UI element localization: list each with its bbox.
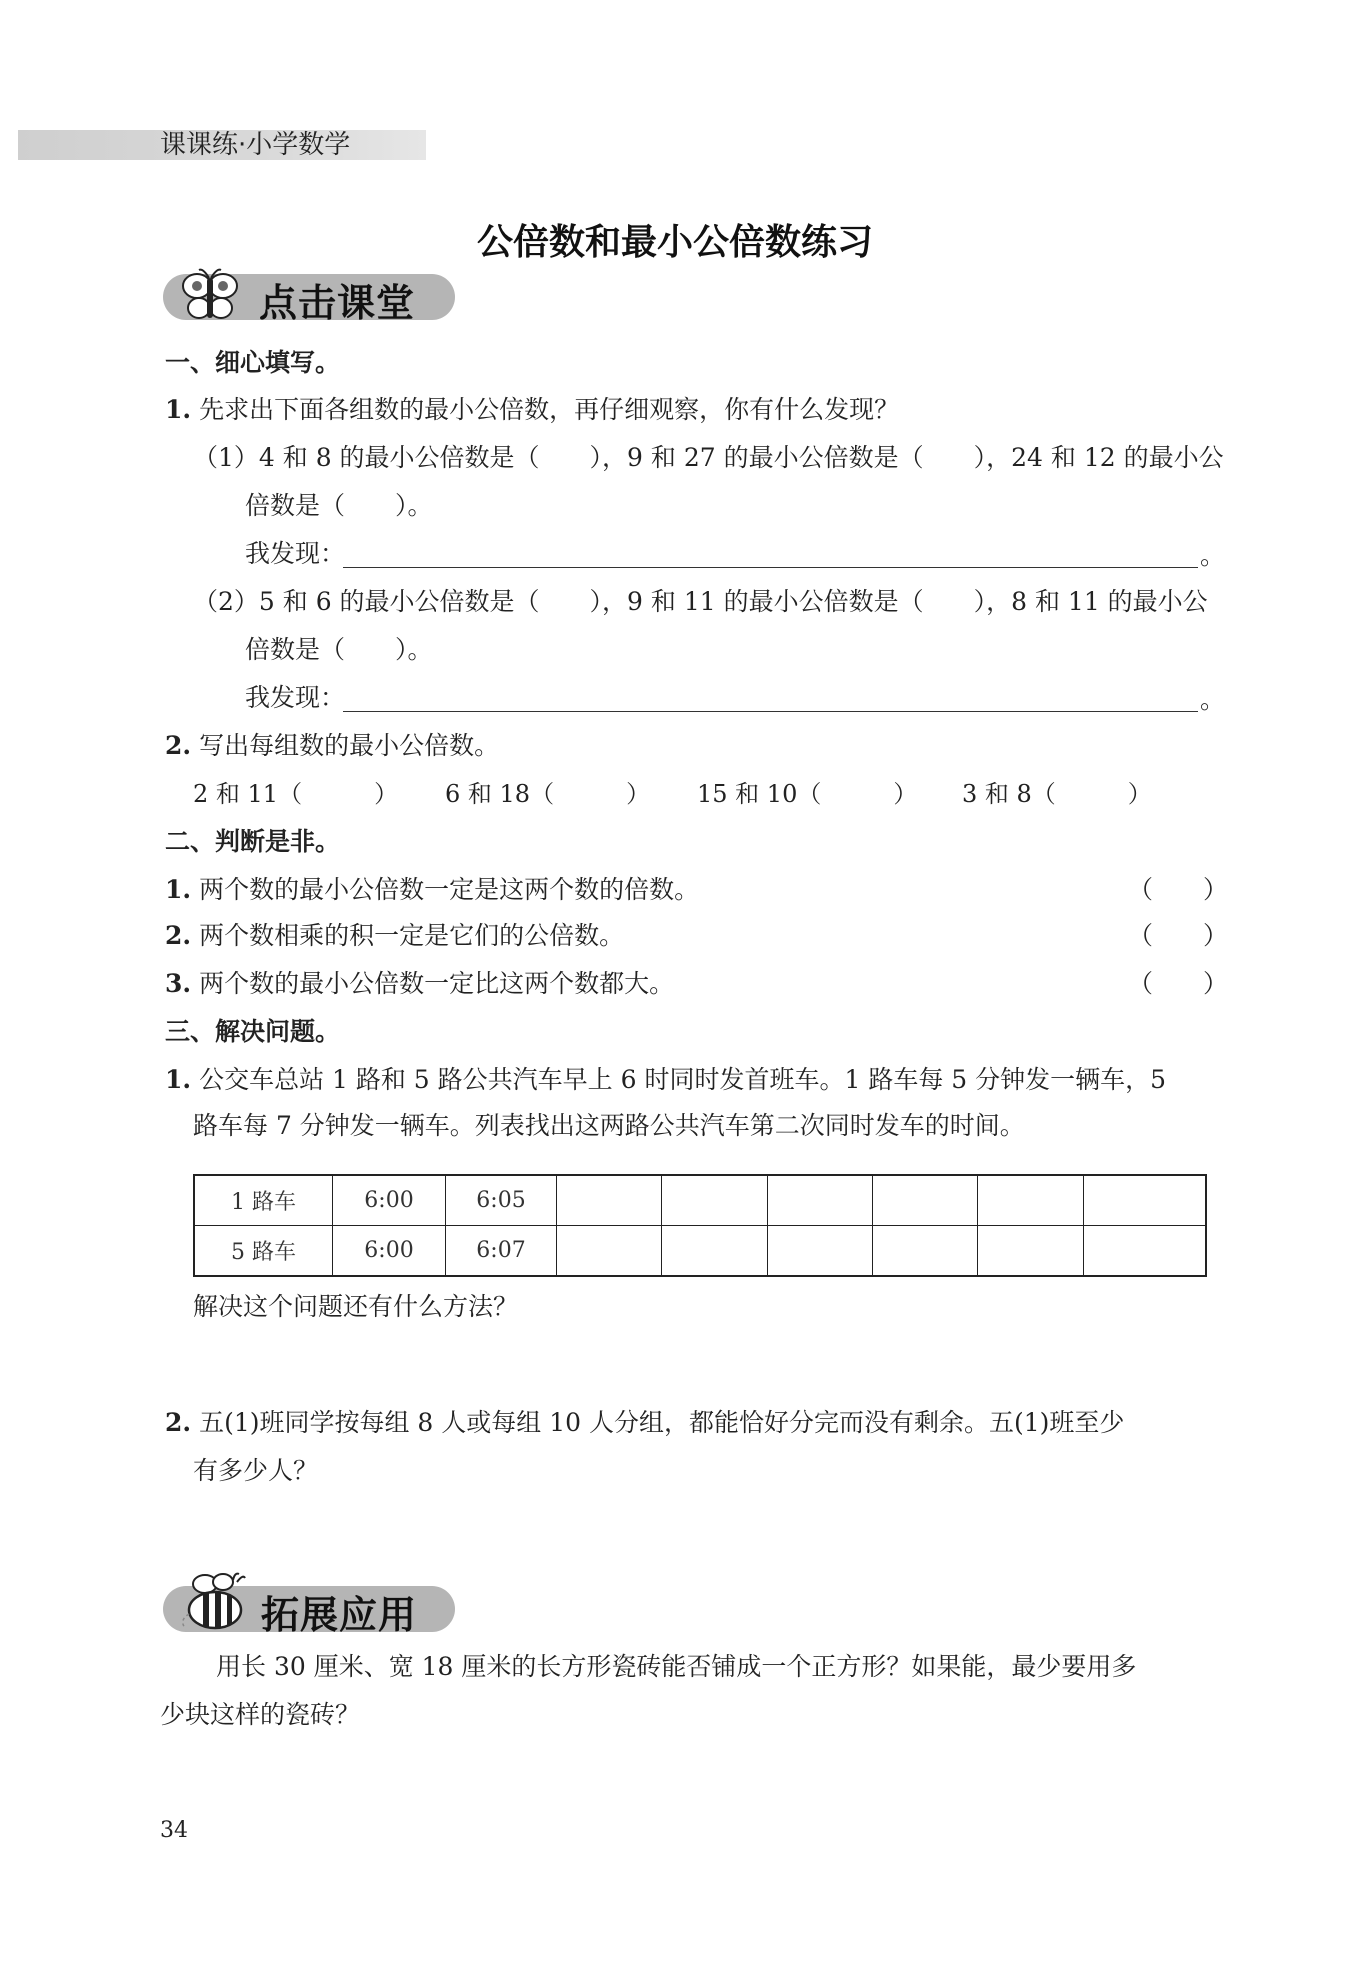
lcm-item-1: 2 和 11（ ） bbox=[193, 780, 399, 808]
s1-q1-text: 先求出下面各组数的最小公倍数，再仔细观察，你有什么发现？ bbox=[199, 395, 900, 424]
s1-q1-p1-found-label: 我发现： bbox=[245, 539, 346, 568]
section2-heading: 二、判断是非。 bbox=[165, 827, 341, 856]
table-cell: 1 路车 bbox=[194, 1175, 333, 1226]
s3-q2-line1 bbox=[165, 1408, 1124, 1438]
extension-line1: 用长 30 厘米、宽 18 厘米的长方形瓷砖能否铺成一个正方形？如果能，最少要用多 bbox=[216, 1652, 1137, 1681]
table-cell[interactable] bbox=[978, 1175, 1083, 1226]
section3-heading: 三、解决问题。 bbox=[165, 1017, 341, 1046]
s1-q1-p1-line1: （1）4 和 8 的最小公倍数是（ ），9 和 27 的最小公倍数是（ ），24 和 12 的最小公 bbox=[193, 443, 1224, 472]
judge-3-text: 两个数的最小公倍数一定比这两个数都大。 bbox=[199, 969, 675, 998]
p2-period: 。 bbox=[1200, 685, 1226, 714]
table-cell[interactable] bbox=[557, 1175, 662, 1226]
table-cell[interactable] bbox=[662, 1226, 767, 1277]
s3-q2-text1: 五(1)班同学按每组 8 人或每组 10 人分组，都能恰好分完而没有剩余。五(1)班至少 bbox=[199, 1408, 1125, 1437]
judge-3-paren[interactable]: （ ） bbox=[1128, 969, 1229, 998]
page-title: 公倍数和最小公倍数练习 bbox=[476, 222, 873, 263]
p2-answer-line[interactable] bbox=[343, 711, 1198, 712]
table-cell: 6:00 bbox=[333, 1226, 446, 1277]
extension-line2: 少块这样的瓷砖？ bbox=[160, 1700, 361, 1729]
table-cell[interactable] bbox=[557, 1226, 662, 1277]
s3-q2-number: 2. bbox=[165, 1408, 192, 1437]
judge-3-number: 3. bbox=[165, 969, 192, 998]
s1-q1-p2-line2: 倍数是（ ）。 bbox=[245, 635, 433, 664]
p1-answer-line[interactable] bbox=[343, 567, 1198, 568]
table-cell: 6:00 bbox=[333, 1175, 446, 1226]
table-cell[interactable] bbox=[1083, 1226, 1206, 1277]
table-cell[interactable] bbox=[767, 1175, 872, 1226]
table-row bbox=[194, 1226, 1206, 1277]
lcm-item-3: 15 和 10（ ） bbox=[697, 780, 918, 808]
classroom-banner-label: 点击课堂 bbox=[259, 281, 416, 325]
lcm-item-2: 6 和 18（ ） bbox=[445, 780, 651, 808]
s1-q1-number: 1. bbox=[165, 395, 192, 424]
judge-2-text: 两个数相乘的积一定是它们的公倍数。 bbox=[199, 921, 625, 950]
s1-q2-number: 2. bbox=[165, 731, 192, 760]
table-cell: 6:07 bbox=[446, 1226, 557, 1277]
s3-q1-line2: 路车每 7 分钟发一辆车。列表找出这两路公共汽车第二次同时发车的时间。 bbox=[193, 1111, 1025, 1140]
s3-q2-line2: 有多少人？ bbox=[193, 1456, 319, 1485]
judge-1-number: 1. bbox=[165, 875, 192, 904]
section1-heading: 一、细心填写。 bbox=[165, 348, 341, 377]
s1-q1-p2-found-label: 我发现： bbox=[245, 683, 346, 712]
bus-schedule-table bbox=[193, 1174, 1207, 1277]
s3-q1-text1: 公交车总站 1 路和 5 路公共汽车早上 6 时同时发首班车。1 路车每 5 分钟发一辆车，5 bbox=[199, 1065, 1167, 1094]
judge-item-2 bbox=[165, 921, 624, 951]
table-row bbox=[194, 1175, 1206, 1226]
table-cell: 6:05 bbox=[446, 1175, 557, 1226]
page-number: 34 bbox=[160, 1818, 188, 1843]
lcm-item-4: 3 和 8（ ） bbox=[962, 780, 1152, 808]
table-cell[interactable] bbox=[1083, 1175, 1206, 1226]
butterfly-icon bbox=[179, 266, 241, 326]
s1-q2-text: 写出每组数的最小公倍数。 bbox=[199, 731, 500, 760]
s1-q1 bbox=[165, 395, 899, 425]
judge-2-number: 2. bbox=[165, 921, 192, 950]
judge-1-paren[interactable]: （ ） bbox=[1128, 875, 1229, 904]
extension-banner bbox=[163, 1586, 455, 1637]
table-cell: 5 路车 bbox=[194, 1226, 333, 1277]
series-title: 课课练·小学数学 bbox=[160, 130, 351, 160]
judge-2-paren[interactable]: （ ） bbox=[1128, 921, 1229, 950]
p1-period: 。 bbox=[1200, 541, 1226, 570]
bee-icon bbox=[175, 1570, 255, 1636]
judge-item-1 bbox=[165, 875, 699, 905]
table-cell[interactable] bbox=[872, 1175, 977, 1226]
extension-banner-label: 拓展应用 bbox=[261, 1593, 418, 1637]
s3-q1-number: 1. bbox=[165, 1065, 192, 1094]
s1-q2 bbox=[165, 731, 499, 761]
table-cell[interactable] bbox=[767, 1226, 872, 1277]
classroom-banner bbox=[163, 274, 455, 325]
table-cell[interactable] bbox=[978, 1226, 1083, 1277]
judge-item-3 bbox=[165, 969, 674, 999]
judge-1-text: 两个数的最小公倍数一定是这两个数的倍数。 bbox=[199, 875, 700, 904]
s1-q1-p1-line2: 倍数是（ ）。 bbox=[245, 491, 433, 520]
s3-q1-line1 bbox=[165, 1065, 1166, 1095]
s1-q1-p2-line1: （2）5 和 6 的最小公倍数是（ ），9 和 11 的最小公倍数是（ ），8 和 11 的最小公 bbox=[193, 587, 1208, 616]
s3-q1-followup: 解决这个问题还有什么方法？ bbox=[193, 1292, 519, 1321]
table-cell[interactable] bbox=[872, 1226, 977, 1277]
table-cell[interactable] bbox=[662, 1175, 767, 1226]
